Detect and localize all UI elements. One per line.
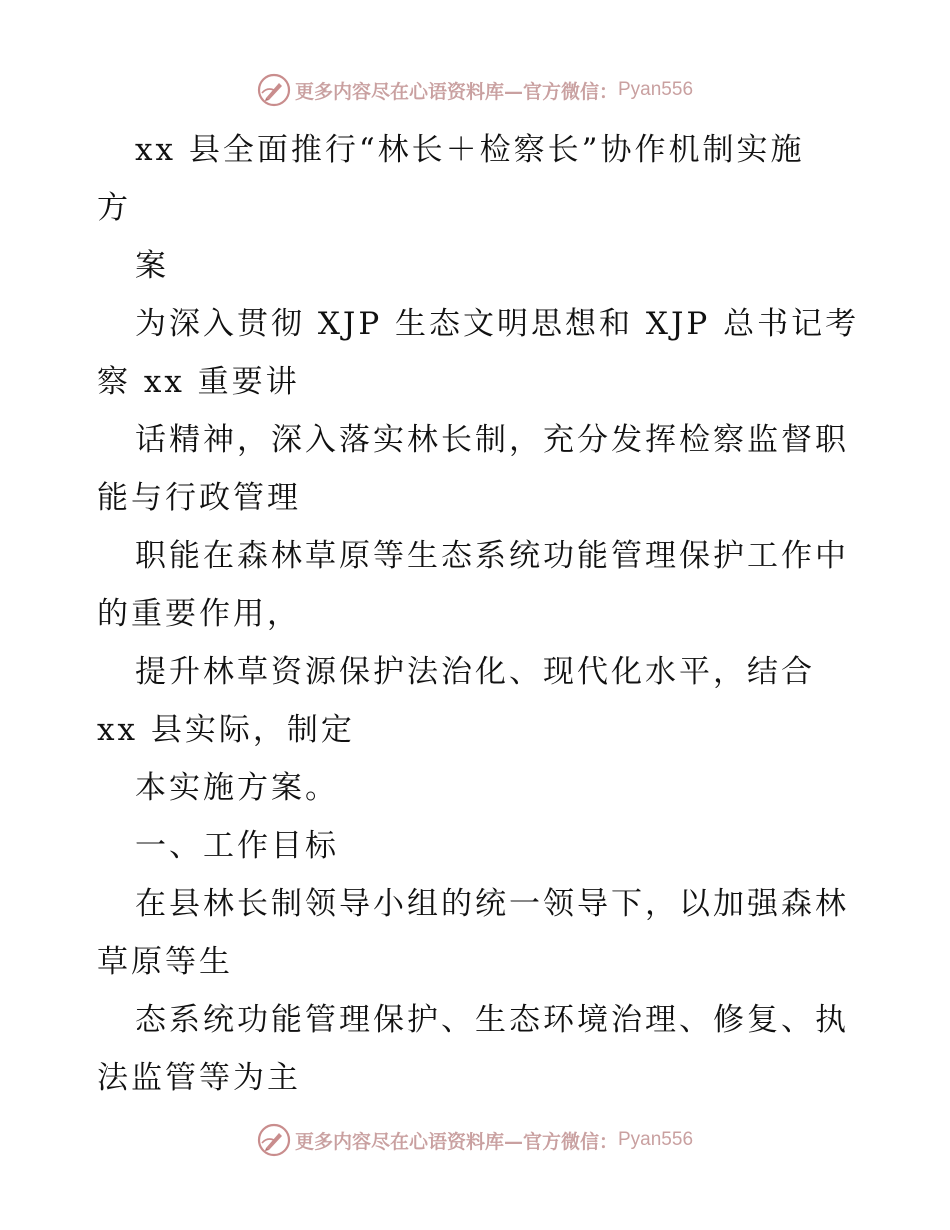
text-line: 方 — [97, 190, 131, 226]
document-body — [97, 121, 860, 1107]
text-line: xx 县实际，制定 — [97, 712, 355, 748]
footer-watermark-banner — [0, 1120, 950, 1160]
banner-account: Pyan556 — [618, 79, 694, 100]
text-line: 的重要作用， — [97, 596, 301, 632]
text-line: 法监管等为主 — [97, 1060, 301, 1096]
text-line: 本实施方案。 — [135, 770, 339, 806]
text-line: 能与行政管理 — [97, 480, 301, 516]
pen-logo-icon — [257, 1123, 291, 1157]
text-line: 在县林长制领导小组的统一领导下，以加强森林 — [135, 886, 849, 922]
text-line: 案 — [135, 248, 169, 284]
pen-logo-icon — [257, 73, 291, 107]
text-line: 一、工作目标 — [135, 828, 339, 864]
text-line: 提升林草资源保护法治化、现代化水平，结合 — [135, 654, 815, 690]
text-line: 话精神，深入落实林长制，充分发挥检察监督职 — [135, 422, 849, 458]
text-line: 态系统功能管理保护、生态环境治理、修复、执 — [135, 1002, 849, 1038]
text-line: xx 县全面推行“林长＋检察长”协作机制实施 — [135, 132, 805, 168]
banner-text: 更多内容尽在心语资料库—官方微信： — [294, 1130, 618, 1153]
text-line: 察 xx 重要讲 — [97, 364, 300, 400]
header-watermark-banner — [0, 70, 950, 110]
text-line: 职能在森林草原等生态系统功能管理保护工作中 — [135, 538, 849, 574]
text-line: 为深入贯彻 XJP 生态文明思想和 XJP 总书记考 — [135, 306, 860, 342]
banner-account: Pyan556 — [618, 1129, 694, 1150]
banner-text: 更多内容尽在心语资料库—官方微信： — [294, 80, 618, 103]
text-line: 草原等生 — [97, 944, 233, 980]
